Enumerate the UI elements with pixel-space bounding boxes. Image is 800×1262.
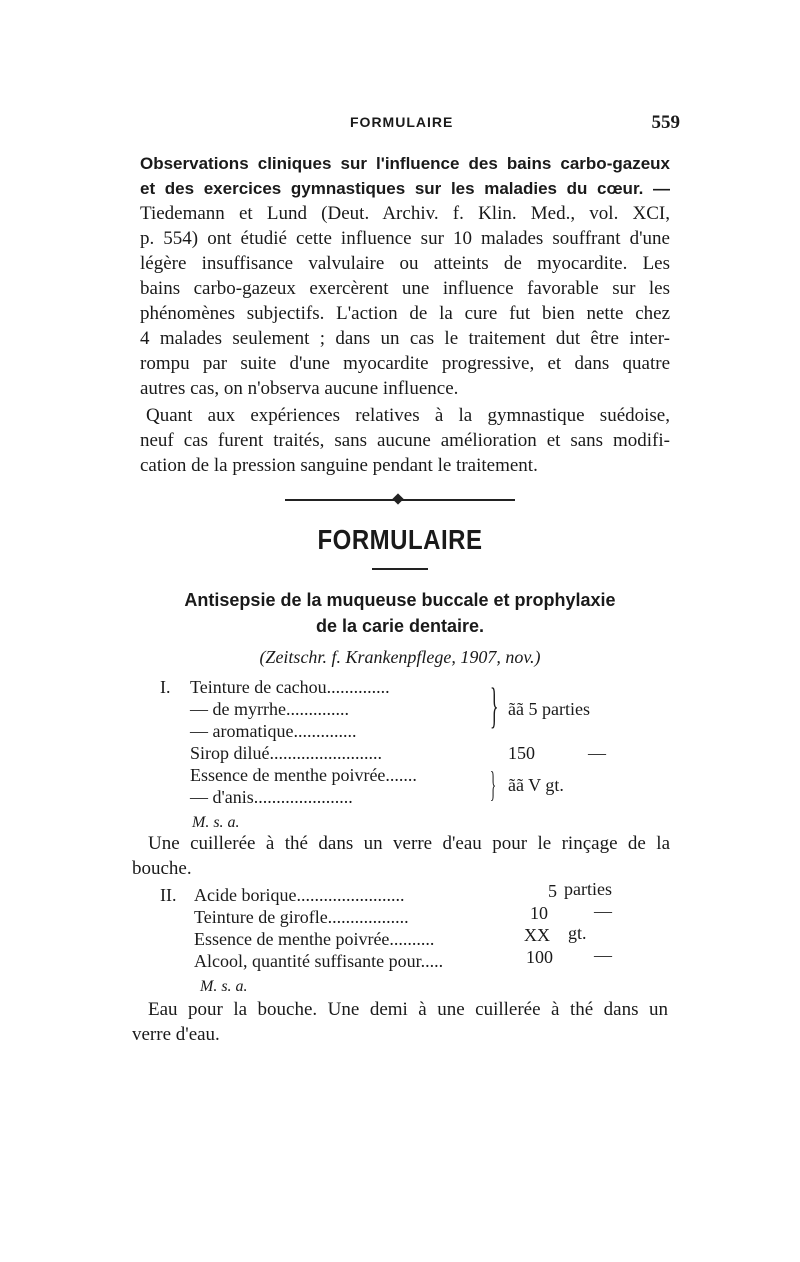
observation-line: cation de la pression sanguine pendant le traitement. [140, 455, 538, 476]
observation-line: 4 malades seulement ; dans un cas le traitement dut être inter- [140, 328, 670, 349]
source-citation: (Zeitschr. f. Krankenpflege, 1907, nov.) [259, 647, 541, 667]
ingredient-line: — aromatique.............. [190, 721, 357, 741]
misce-signa-abbrev: M. s. a. [192, 814, 240, 831]
ornamental-divider [285, 495, 515, 505]
unit: — [594, 901, 612, 921]
unit: — [588, 743, 606, 763]
observation-line: Quant aux expériences relatives à la gymnastique suédoise, [146, 405, 670, 426]
quantity: 150 [508, 743, 535, 763]
quantity: XX [524, 925, 550, 945]
ingredient-line: Essence de menthe poivrée.......... [194, 929, 435, 949]
ingredient-line: — d'anis...................... [190, 787, 353, 807]
ingredient-line: Teinture de girofle.................. [194, 907, 409, 927]
usage-instruction: Eau pour la bouche. Une demi à une cuillerée à thé dans un [148, 999, 668, 1020]
section-title-rule [372, 568, 428, 570]
recipe-number: II. [160, 885, 177, 905]
observation-line: neuf cas furent traités, sans aucune amélioration et sans modifi- [140, 430, 670, 451]
observation-line: et des exercices gymnastiques sur les maladies du cœur. — [140, 179, 670, 198]
misce-signa-abbrev: M. s. a. [200, 978, 248, 995]
observation-line: bains carbo-gazeux exercèrent une influence favorable sur les [140, 278, 670, 299]
quantity: ãã V gt. [508, 775, 564, 795]
ingredient-line: — de myrrhe.............. [190, 699, 349, 719]
brace-icon: } [490, 764, 497, 804]
quantity: 100 [526, 947, 553, 967]
running-head [140, 114, 680, 138]
ingredient-line: Essence de menthe poivrée....... [190, 765, 417, 785]
quantity: ãã 5 parties [508, 699, 590, 719]
usage-instruction: Une cuillerée à thé dans un verre d'eau pour le rinçage de la [148, 833, 670, 854]
usage-instruction-continued: bouche. [132, 858, 192, 879]
ingredient-line: Teinture de cachou.............. [190, 677, 390, 697]
page-number: 559 [651, 112, 680, 133]
observation-line: p. 554) ont étudié cette influence sur 10 malades souffrant d'une [140, 228, 670, 249]
ingredient-line: Alcool, quantité suffisante pour..... [194, 951, 444, 971]
observation-line: Tiedemann et Lund (Deut. Archiv. f. Klin. Med., vol. XCI, [140, 203, 670, 224]
usage-instruction-continued: verre d'eau. [132, 1024, 220, 1045]
observation-line: rompu par suite d'une myocardite progressive, et dans quatre [140, 353, 670, 374]
brace-icon: } [490, 677, 499, 733]
observation-line: Observations cliniques sur l'influence des bains carbo-gazeux [140, 154, 670, 173]
unit: gt. [568, 923, 587, 943]
running-head-title: FORMULAIRE [350, 114, 454, 130]
ingredient-line: Sirop dilué......................... [190, 743, 382, 763]
diamond-ornament-icon [392, 493, 403, 504]
quantity: 5 [548, 881, 557, 901]
observation-line: autres cas, on n'observa aucune influence. [140, 378, 459, 399]
observation-line: légère insuffisance valvulaire ou atteints de myocardite. Les [140, 253, 670, 274]
recipe-heading-continued: de la carie dentaire. [315, 616, 485, 636]
unit: parties [564, 879, 612, 899]
ingredient-line: Acide borique........................ [194, 885, 405, 905]
section-title: FORMULAIRE [317, 524, 483, 556]
recipe-number: I. [160, 677, 171, 697]
quantity: 10 [530, 903, 548, 923]
unit: — [594, 945, 612, 965]
recipe-heading: Antisepsie de la muqueuse buccale et prophylaxie [184, 590, 616, 610]
observation-line: phénomènes subjectifs. L'action de la cure fut bien nette chez [140, 303, 670, 324]
